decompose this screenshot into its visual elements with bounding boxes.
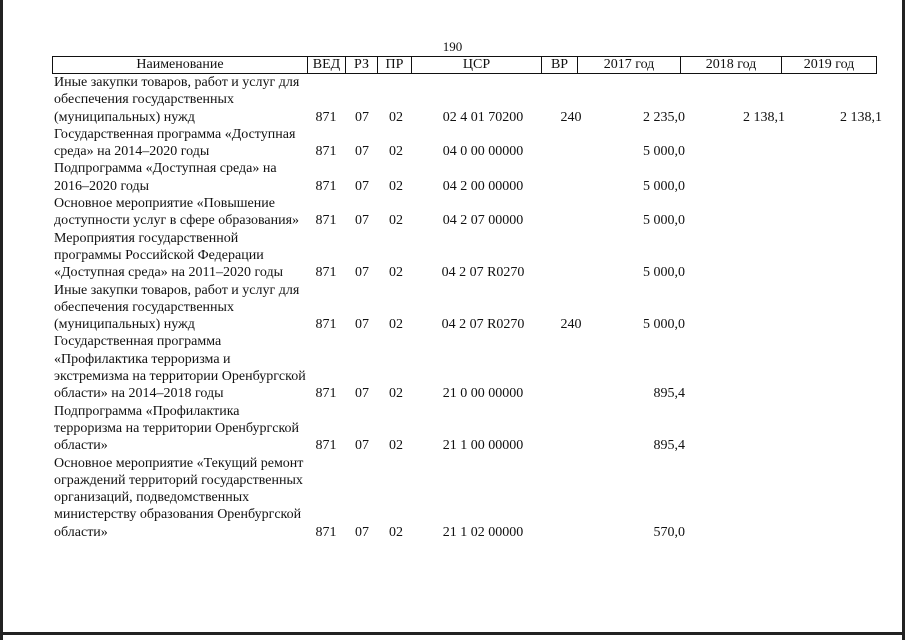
table-row (52, 230, 882, 282)
row-name: Подпрограмма «Доступная среда» на 2016–2020 годы (54, 161, 277, 194)
row-csr: 21 1 00 00000 (442, 438, 524, 454)
row-ved: 871 (315, 178, 337, 194)
row-ved: 871 (315, 213, 337, 229)
row-pr: 02 (389, 317, 403, 333)
row-2017: 5 000,0 (643, 144, 685, 160)
row-csr: 04 0 00 00000 (442, 144, 524, 160)
row-name: Иные закупки товаров, работ и услуг для обеспечения государственных (муниципальных) нужд (54, 282, 300, 333)
row-2017: 895,4 (653, 438, 685, 454)
row-ved: 871 (315, 109, 337, 125)
row-csr: 04 2 07 R0270 (441, 265, 525, 281)
row-csr: 04 2 07 R0270 (441, 317, 525, 333)
row-csr: 21 1 02 00000 (442, 524, 524, 540)
row-name: Мероприятия государственной программы Российской Федерации «Доступная среда» на 2011–2020 годы (54, 230, 283, 281)
row-2017: 2 235,0 (643, 109, 685, 125)
row-rz: 07 (355, 524, 369, 540)
table-row (52, 455, 882, 541)
row-pr: 02 (389, 438, 403, 454)
row-2018: 2 138,1 (743, 109, 785, 125)
table-row (52, 126, 882, 161)
row-pr: 02 (389, 386, 403, 402)
row-csr: 04 2 07 00000 (442, 213, 524, 229)
header-2019: 2019 год (803, 57, 855, 72)
header-pr: ПР (378, 57, 412, 73)
table-row (52, 195, 882, 230)
row-rz: 07 (355, 213, 369, 229)
header-vr: ВР (542, 57, 578, 73)
row-pr: 02 (389, 265, 403, 281)
row-ved: 871 (315, 438, 337, 454)
row-rz: 07 (355, 438, 369, 454)
row-rz: 07 (355, 265, 369, 281)
row-rz: 07 (355, 144, 369, 160)
row-2017: 895,4 (653, 386, 685, 402)
row-2017: 570,0 (653, 524, 685, 540)
table-row (52, 403, 882, 455)
row-csr: 21 0 00 00000 (442, 386, 524, 402)
row-2017: 5 000,0 (643, 265, 685, 281)
row-rz: 07 (355, 386, 369, 402)
row-name: Подпрограмма «Профилактика терроризма на территории Оренбургской области» (54, 403, 300, 454)
row-vr: 240 (560, 317, 582, 333)
header-2018: 2018 год (681, 57, 782, 73)
row-rz: 07 (355, 178, 369, 194)
header-2017: 2017 год (578, 57, 681, 73)
row-ved: 871 (315, 265, 337, 281)
scan-bottom-edge (0, 632, 905, 635)
row-csr: 04 2 00 00000 (442, 178, 524, 194)
header-csr: ЦСР (412, 57, 542, 73)
row-pr: 02 (389, 109, 403, 125)
row-ved: 871 (315, 317, 337, 333)
row-pr: 02 (389, 213, 403, 229)
row-rz: 07 (355, 317, 369, 333)
row-pr: 02 (389, 178, 403, 194)
table-row (52, 74, 882, 126)
scan-left-edge (0, 0, 3, 640)
table-row (52, 333, 882, 402)
table-header (52, 56, 877, 74)
row-csr: 02 4 01 70200 (442, 109, 524, 125)
row-2017: 5 000,0 (643, 317, 685, 333)
row-vr: 240 (560, 109, 582, 125)
row-2017: 5 000,0 (643, 178, 685, 194)
row-2017: 5 000,0 (643, 213, 685, 229)
row-ved: 871 (315, 524, 337, 540)
page-number: 190 (442, 39, 463, 54)
table-row (52, 282, 882, 334)
table-body (52, 74, 882, 541)
row-name: Иные закупки товаров, работ и услуг для обеспечения государственных (муниципальных) нужд (54, 75, 300, 125)
row-name: Основное мероприятие «Текущий ремонт ограждений территорий государственных организаций, подведомственных министерству образования Оренбургской области» (54, 455, 304, 540)
header-ved: ВЕД (308, 57, 346, 73)
row-pr: 02 (389, 144, 403, 160)
row-rz: 07 (355, 109, 369, 125)
header-name: Наименование (53, 57, 308, 73)
row-ved: 871 (315, 386, 337, 402)
table-row (52, 160, 882, 195)
header-rz: РЗ (346, 57, 378, 73)
row-name: Государственная программа «Доступная среда» на 2014–2020 годы (54, 126, 296, 160)
row-ved: 871 (315, 144, 337, 160)
row-name: Государственная программа «Профилактика терроризма и экстремизма на территории Оренбургской области» на 2014–2018 годы (54, 334, 306, 402)
row-name: Основное мероприятие «Повышение доступности услуг в сфере образования» (54, 196, 300, 229)
row-pr: 02 (389, 524, 403, 540)
row-2019: 2 138,1 (840, 109, 882, 125)
